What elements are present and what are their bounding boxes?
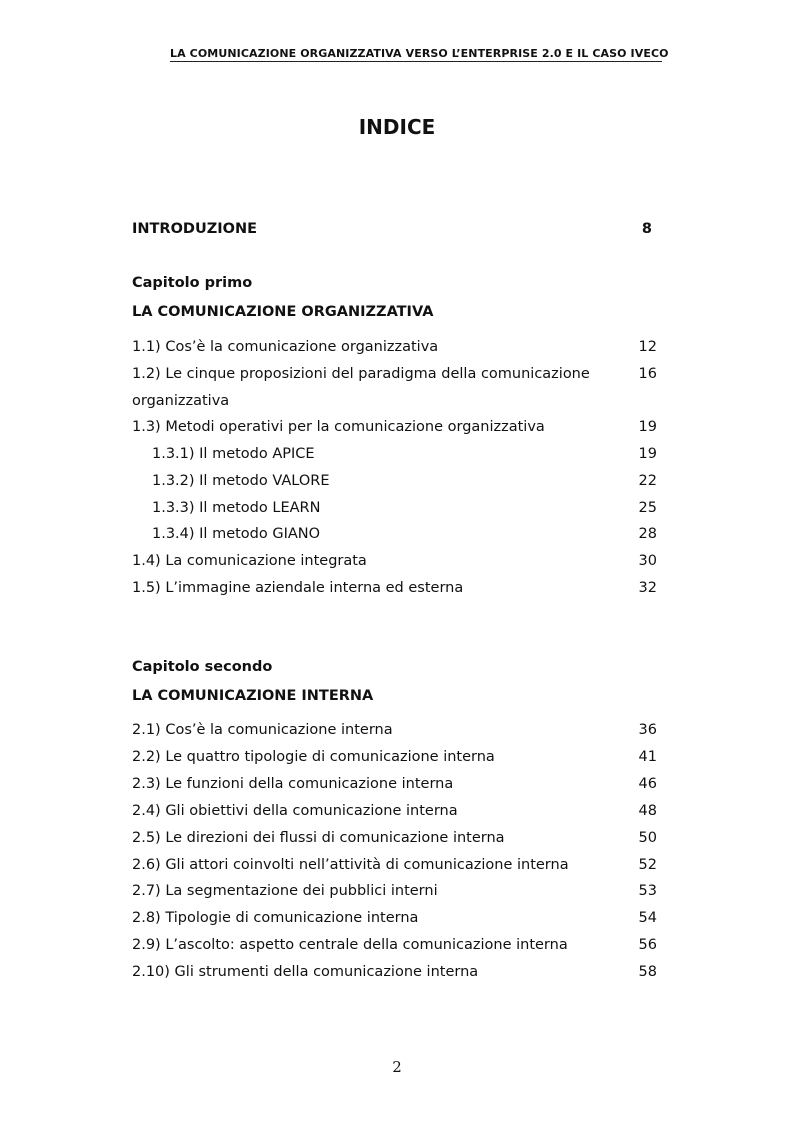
toc-entry-page: 46 [638, 776, 657, 792]
toc-entry [132, 828, 657, 848]
toc-entry-page: 36 [638, 722, 657, 738]
toc-entry-page: 41 [638, 749, 657, 765]
toc-entry [132, 720, 657, 740]
page-title: INDICE [358, 115, 436, 139]
toc-entry [132, 908, 657, 928]
toc-entry-page: 12 [638, 339, 657, 355]
toc-entry-page: 54 [638, 910, 657, 926]
toc-entry-introduzione [132, 219, 657, 239]
toc-entry-label: 1.3.1) Il metodo APICE [152, 446, 315, 462]
toc-entry-label: organizzativa [132, 393, 230, 409]
toc-entry-label: 2.2) Le quattro tipologie di comunicazione interna [132, 749, 495, 765]
toc-entry-page: 50 [638, 830, 657, 846]
toc-entry-page: 48 [638, 803, 657, 819]
toc-entry [132, 935, 657, 955]
toc-entry [132, 337, 657, 357]
toc-entry-page: 16 [638, 366, 657, 382]
toc-entry-label: 2.3) Le funzioni della comunicazione interna [132, 776, 454, 792]
toc-entry [132, 417, 657, 437]
toc-entry-label: 2.1) Cos’è la comunicazione interna [132, 722, 393, 738]
toc-entry-page: 8 [641, 221, 652, 237]
chapter-heading-label: Capitolo secondo [132, 659, 273, 675]
toc-entry [132, 881, 657, 901]
chapter-1-heading [132, 273, 657, 293]
toc-entry-page: 25 [638, 500, 657, 516]
toc-entry-page: 53 [638, 883, 657, 899]
toc-entry-label: 2.5) Le direzioni dei flussi di comunicazione interna [132, 830, 505, 846]
chapter-title-label: LA COMUNICAZIONE INTERNA [132, 688, 374, 704]
toc-entry [132, 801, 657, 821]
toc-entry-continuation [132, 391, 657, 411]
toc-entry-label: 2.10) Gli strumenti della comunicazione interna [132, 964, 479, 980]
toc-entry-label: 1.3.4) Il metodo GIANO [152, 526, 321, 542]
toc-entry-page: 58 [638, 964, 657, 980]
toc-entry-label: 2.8) Tipologie di comunicazione interna [132, 910, 419, 926]
toc-entry-label: 1.4) La comunicazione integrata [132, 553, 367, 569]
toc-entry-label: 2.9) L’ascolto: aspetto centrale della comunicazione interna [132, 937, 568, 953]
toc-entry [132, 578, 657, 598]
toc-entry-label: 2.6) Gli attori coinvolti nell’attività di comunicazione interna [132, 857, 569, 873]
toc-entry-page: 19 [638, 446, 657, 462]
toc-entry [132, 747, 657, 767]
toc-entry [132, 774, 657, 794]
toc-subentry [132, 498, 657, 518]
toc-entry-label: 1.3.3) Il metodo LEARN [152, 500, 321, 516]
toc-entry-label: 1.3.2) Il metodo VALORE [152, 473, 330, 489]
toc-entry [132, 364, 657, 384]
toc-entry-page: 52 [638, 857, 657, 873]
toc-entry-label: INTRODUZIONE [132, 221, 257, 237]
toc-subentry [132, 524, 657, 544]
chapter-2-title [132, 686, 657, 706]
toc-entry [132, 551, 657, 571]
chapter-title-label: LA COMUNICAZIONE ORGANIZZATIVA [132, 304, 434, 320]
toc-entry-page: 22 [638, 473, 657, 489]
toc-entry-label: 1.2) Le cinque proposizioni del paradigma della comunicazione [132, 366, 590, 382]
toc-entry-label: 1.3) Metodi operativi per la comunicazione organizzativa [132, 419, 545, 435]
toc-entry [132, 855, 657, 875]
toc-entry-label: 2.4) Gli obiettivi della comunicazione interna [132, 803, 458, 819]
chapter-1-title [132, 302, 657, 322]
toc-entry-label: 1.1) Cos’è la comunicazione organizzativa [132, 339, 439, 355]
toc-entry-page: 30 [638, 553, 657, 569]
toc-entry-page: 19 [638, 419, 657, 435]
toc-entry-label: 2.7) La segmentazione dei pubblici interni [132, 883, 438, 899]
chapter-2-heading [132, 657, 657, 677]
toc-entry-page: 28 [638, 526, 657, 542]
page-number: 2 [392, 1058, 402, 1076]
chapter-heading-label: Capitolo primo [132, 275, 253, 291]
toc-entry-page: 56 [638, 937, 657, 953]
toc-entry-label: 1.5) L’immagine aziendale interna ed esterna [132, 580, 464, 596]
toc-subentry [132, 444, 657, 464]
running-header: LA COMUNICAZIONE ORGANIZZATIVA VERSO L’ENTERPRISE 2.0 E IL CASO IVECO [170, 47, 669, 60]
toc-entry [132, 962, 657, 982]
toc-entry-page: 32 [638, 580, 657, 596]
toc-subentry [132, 471, 657, 491]
